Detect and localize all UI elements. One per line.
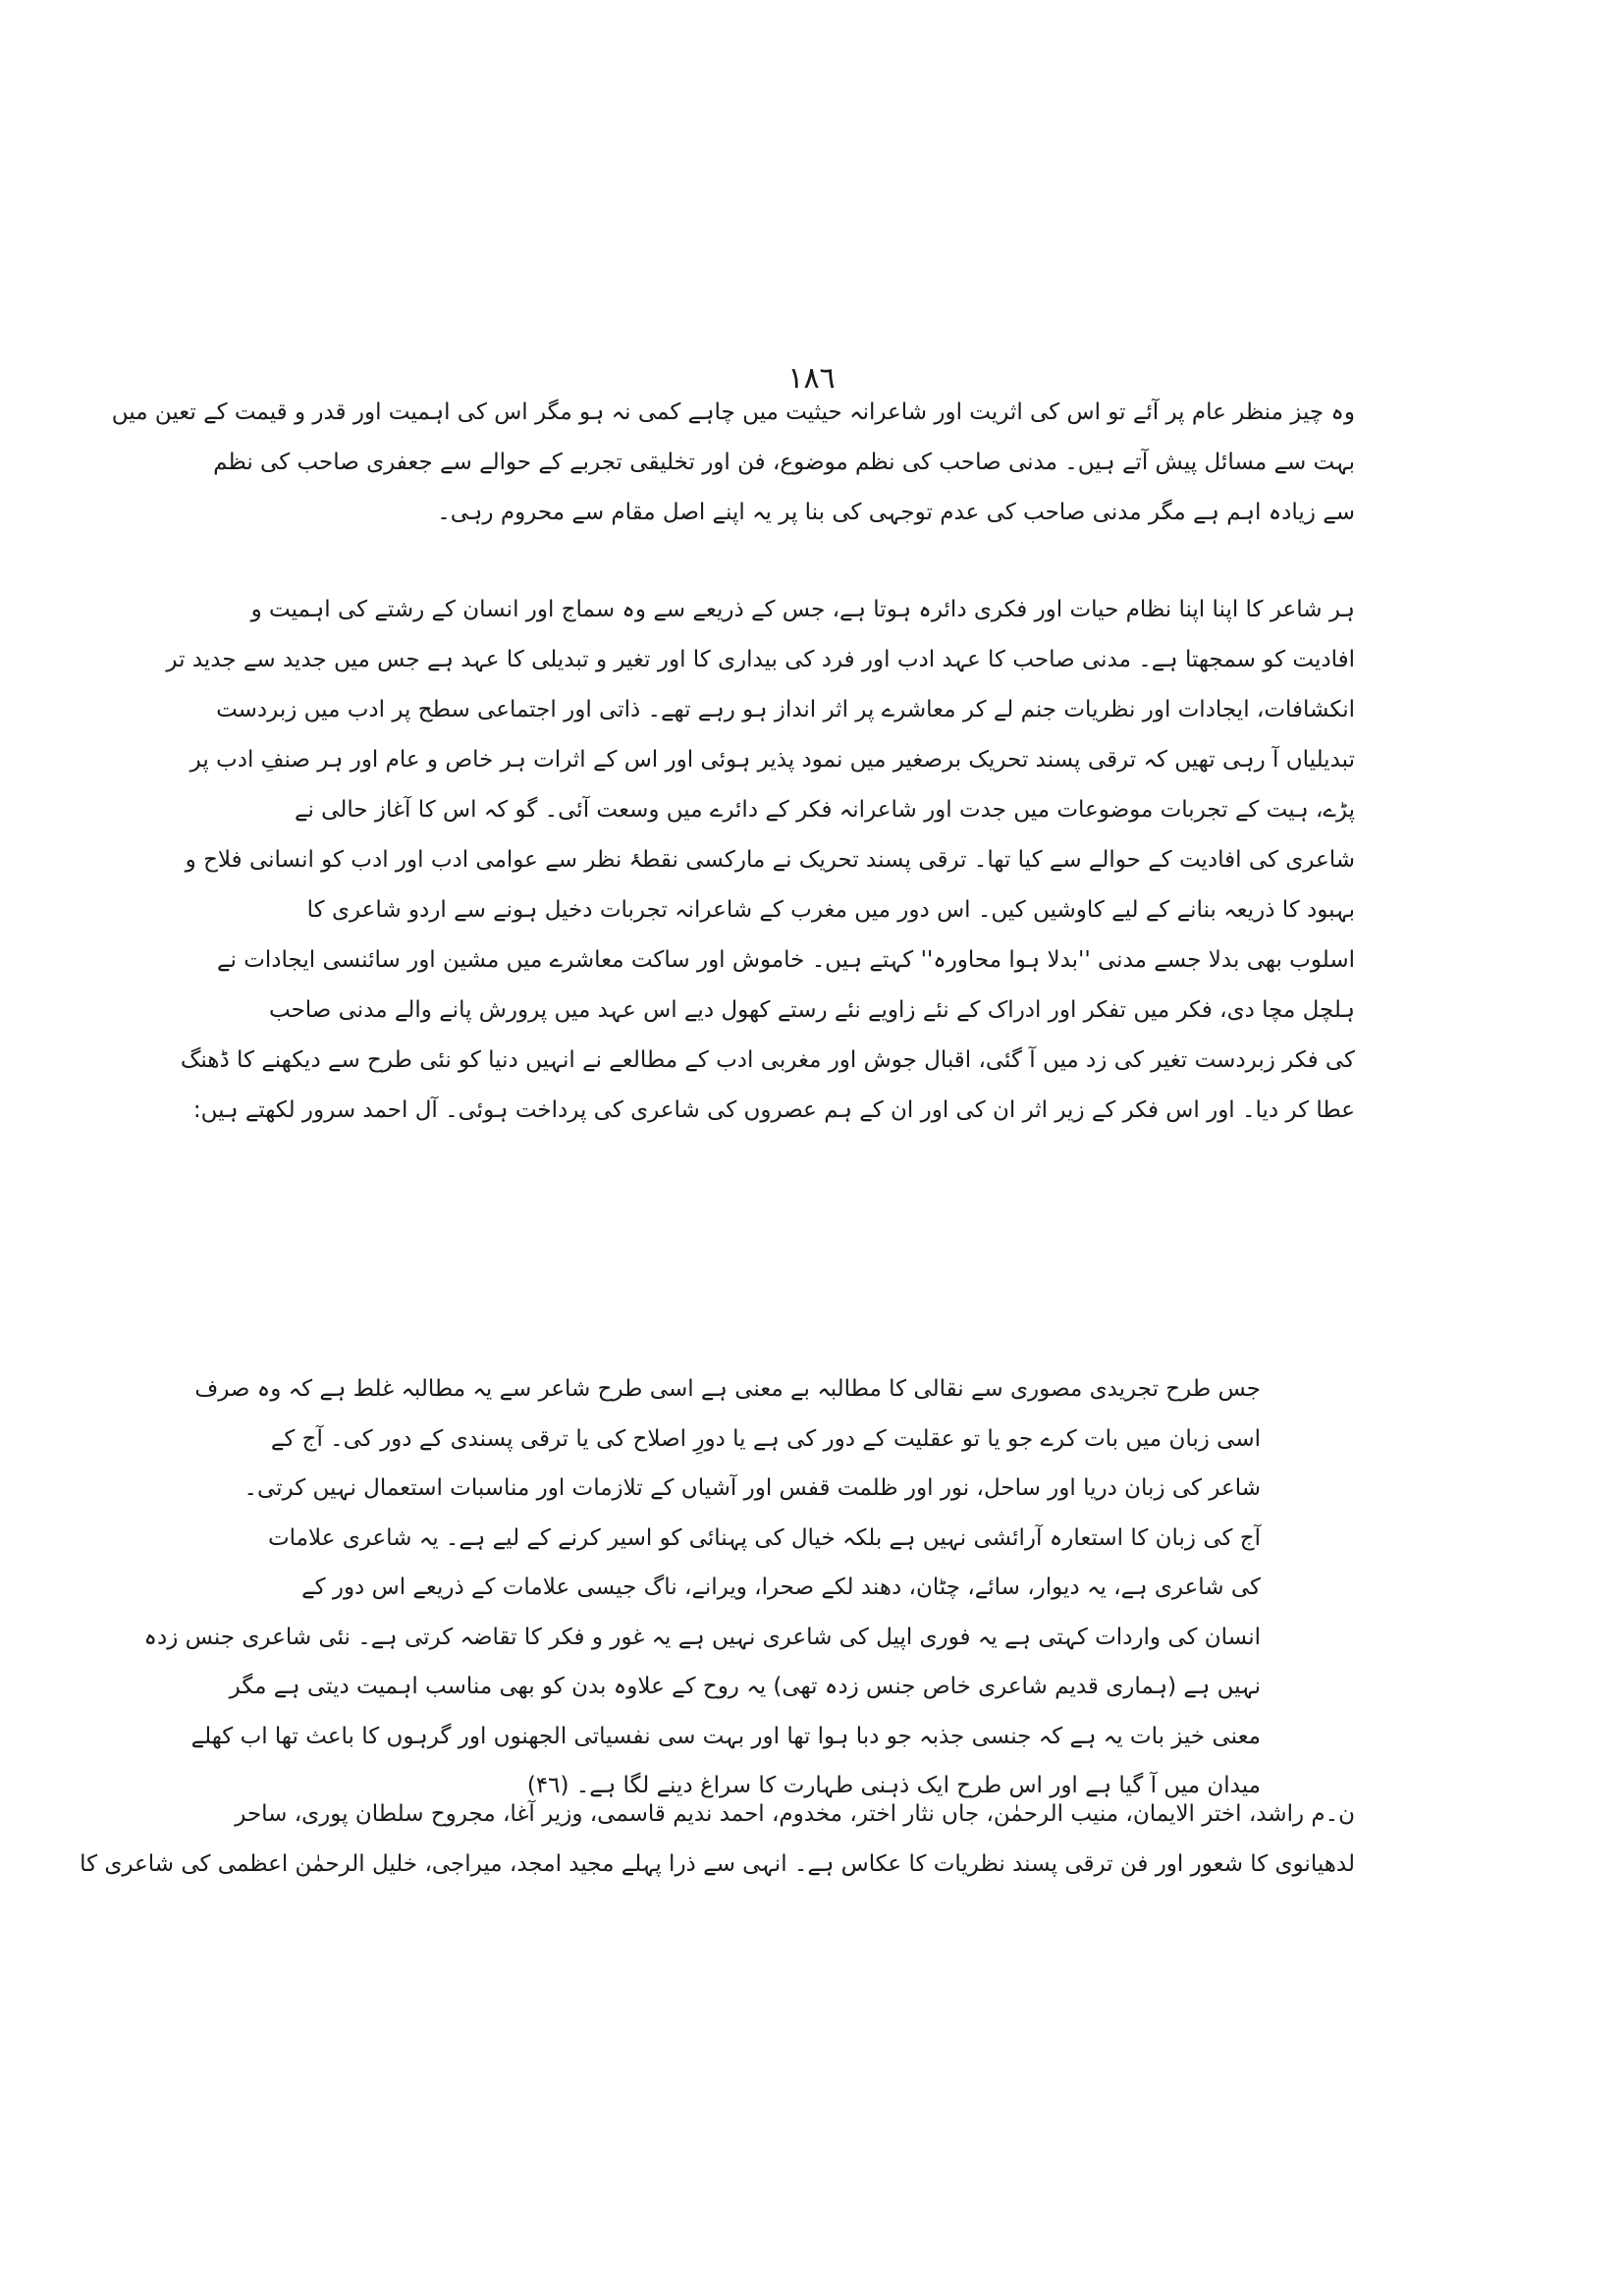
quote-line: نہیں ہے (ہماری قدیم شاعری خاص جنس زدہ تھی) یہ روح کے علاوہ بدن کو بھی مناسب اہمیت دیتی ہے مگر: [229, 1674, 1261, 1699]
paragraph-line: شاعری کی افادیت کے حوالے سے کیا تھا۔ ترقی پسند تحریک نے مارکسی نقطۂ نظر سے عوامی ادب اور ادب کو انسانی فلاح و: [185, 847, 1355, 873]
paragraph-line: ن۔م راشد، اختر الایمان، منیب الرحمٰن، جاں نثار اختر، مخدوم، احمد ندیم قاسمی، وزیر آغا، مجروح سلطان پوری، ساحر: [235, 1801, 1355, 1827]
paragraph-2: [166, 585, 1355, 1136]
paragraph-line: بہت سے مسائل پیش آتے ہیں۔ مدنی صاحب کی نظم موضوع، فن اور تخلیقی تجربے کے حوالے سے جعفری صاحب کی نظم: [213, 450, 1355, 475]
quote-line: شاعر کی زبان دریا اور ساحل، نور اور ظلمت قفس اور آشیاں کے تلازمات اور مناسبات استعمال نہیں کرتی۔: [243, 1475, 1261, 1501]
paragraph-line: ہلچل مچا دی، فکر میں تفکر اور ادراک کے نئے زاویے نئے رستے کھول دیے اس عہد میں پرورش پانے والے مدنی صاحب: [268, 997, 1355, 1023]
quote-line: میدان میں آ گیا ہے اور اس طرح ایک ذہنی طہارت کا سراغ دینے لگا ہے۔ (۴٦): [526, 1773, 1261, 1798]
quote-line: آج کی زبان کا استعارہ آرائشی نہیں ہے بلکہ خیال کی پہنائی کو اسیر کرنے کے لیے ہے۔ یہ شاعری علامات: [267, 1524, 1261, 1551]
paragraph-line: لدھیانوی کا شعور اور فن ترقی پسند نظریات کا عکاس ہے۔ انہی سے ذرا پہلے مجید امجد، میراجی، خلیل الرحمٰن اعظمی کی شاعری کا: [80, 1851, 1355, 1877]
paragraph-line: انکشافات، ایجادات اور نظریات جنم لے کر معاشرے پر اثر انداز ہو رہے تھے۔ ذاتی اور اجتماعی سطح پر ادب میں زبردست: [216, 697, 1355, 722]
paragraph-1: [111, 388, 1355, 538]
paragraph-line: پڑے، ہیت کے تجربات موضوعات میں جدت اور شاعرانہ فکر کے دائرے میں وسعت آئی۔ گو کہ اس کا آغاز حالی نے: [294, 797, 1355, 823]
paragraph-line: کی فکر زبردست تغیر کی زد میں آ گئی، اقبال جوش اور مغربی ادب کے مطالعے نے انہیں دنیا کو نئی طرح سے دیکھنے کا ڈھنگ: [180, 1047, 1355, 1073]
quote-line: کی شاعری ہے، یہ دیوار، سائے، چٹان، دھند لکے صحرا، ویرانے، ناگ جیسی علامات کے ذریعے اس دور کے: [301, 1575, 1261, 1600]
paragraph-line: عطا کر دیا۔ اور اس فکر کے زیر اثر ان کی اور ان کے ہم عصروں کی شاعری کی پرداخت ہوئی۔ آل احمد سرور لکھتے ہیں:: [192, 1097, 1355, 1123]
paragraph-line: اسلوب بھی بدلا جسے مدنی ''بدلا ہوا محاورہ'' کہتے ہیں۔ خاموش اور ساکت معاشرے میں مشین اور سائنسی ایجادات نے: [217, 947, 1355, 973]
quote-line: اسی زبان میں بات کرے جو یا تو عقلیت کے دور کی ہے یا دورِ اصلاح کی یا ترقی پسندی کے دور کی۔ آج کے: [270, 1425, 1261, 1452]
quote-line: معنی خیز بات یہ ہے کہ جنسی جذبہ جو دبا ہوا تھا اور بہت سی نفسیاتی الجھنوں اور گرہوں کا باعث تھا اب کھلے: [190, 1723, 1261, 1749]
paragraph-line: وہ چیز منظر عام پر آئے تو اس کی اثریت اور شاعرانہ حیثیت میں چاہے کمی نہ ہو مگر اس کی اہمیت اور قدر و قیمت کے تعین میں: [111, 400, 1355, 425]
page-number: ۱۸٦: [787, 361, 836, 396]
paragraph-line: افادیت کو سمجھتا ہے۔ مدنی صاحب کا عہد ادب اور فرد کی بیداری کا اور تغیر و تبدیلی کا عہد ہے جس میں جدید سے جدید تر: [166, 647, 1355, 672]
paragraph-3: [80, 1789, 1355, 1890]
quote-line: انسان کی واردات کہتی ہے یہ فوری اپیل کی شاعری نہیں ہے یہ غور و فکر کا تقاضہ کرتی ہے۔ نئی شاعری جنس زدہ: [143, 1624, 1261, 1650]
block-quote: [143, 1364, 1261, 1811]
paragraph-line: بہبود کا ذریعہ بنانے کے لیے کاوشیں کیں۔ اس دور میں مغرب کے شاعرانہ تجربات دخیل ہونے سے اردو شاعری کا: [306, 897, 1355, 923]
paragraph-line: ہر شاعر کا اپنا اپنا نظام حیات اور فکری دائرہ ہوتا ہے، جس کے ذریعے سے وہ سماج اور انسان کے رشتے کی اہمیت و: [250, 597, 1355, 622]
quote-line: جس طرح تجریدی مصوری سے نقالی کا مطالبہ بے معنی ہے اسی طرح شاعر سے یہ مطالبہ غلط ہے کہ وہ صرف: [194, 1376, 1261, 1402]
paragraph-line: تبدیلیاں آ رہی تھیں کہ ترقی پسند تحریک برصغیر میں نمود پذیر ہوئی اور اس کے اثرات ہر خاص و عام اور ہر صنفِ ادب پر: [189, 747, 1355, 773]
paragraph-line: سے زیادہ اہم ہے مگر مدنی صاحب کی عدم توجہی کی بنا پر یہ اپنے اصل مقام سے محروم رہی۔: [437, 500, 1355, 525]
